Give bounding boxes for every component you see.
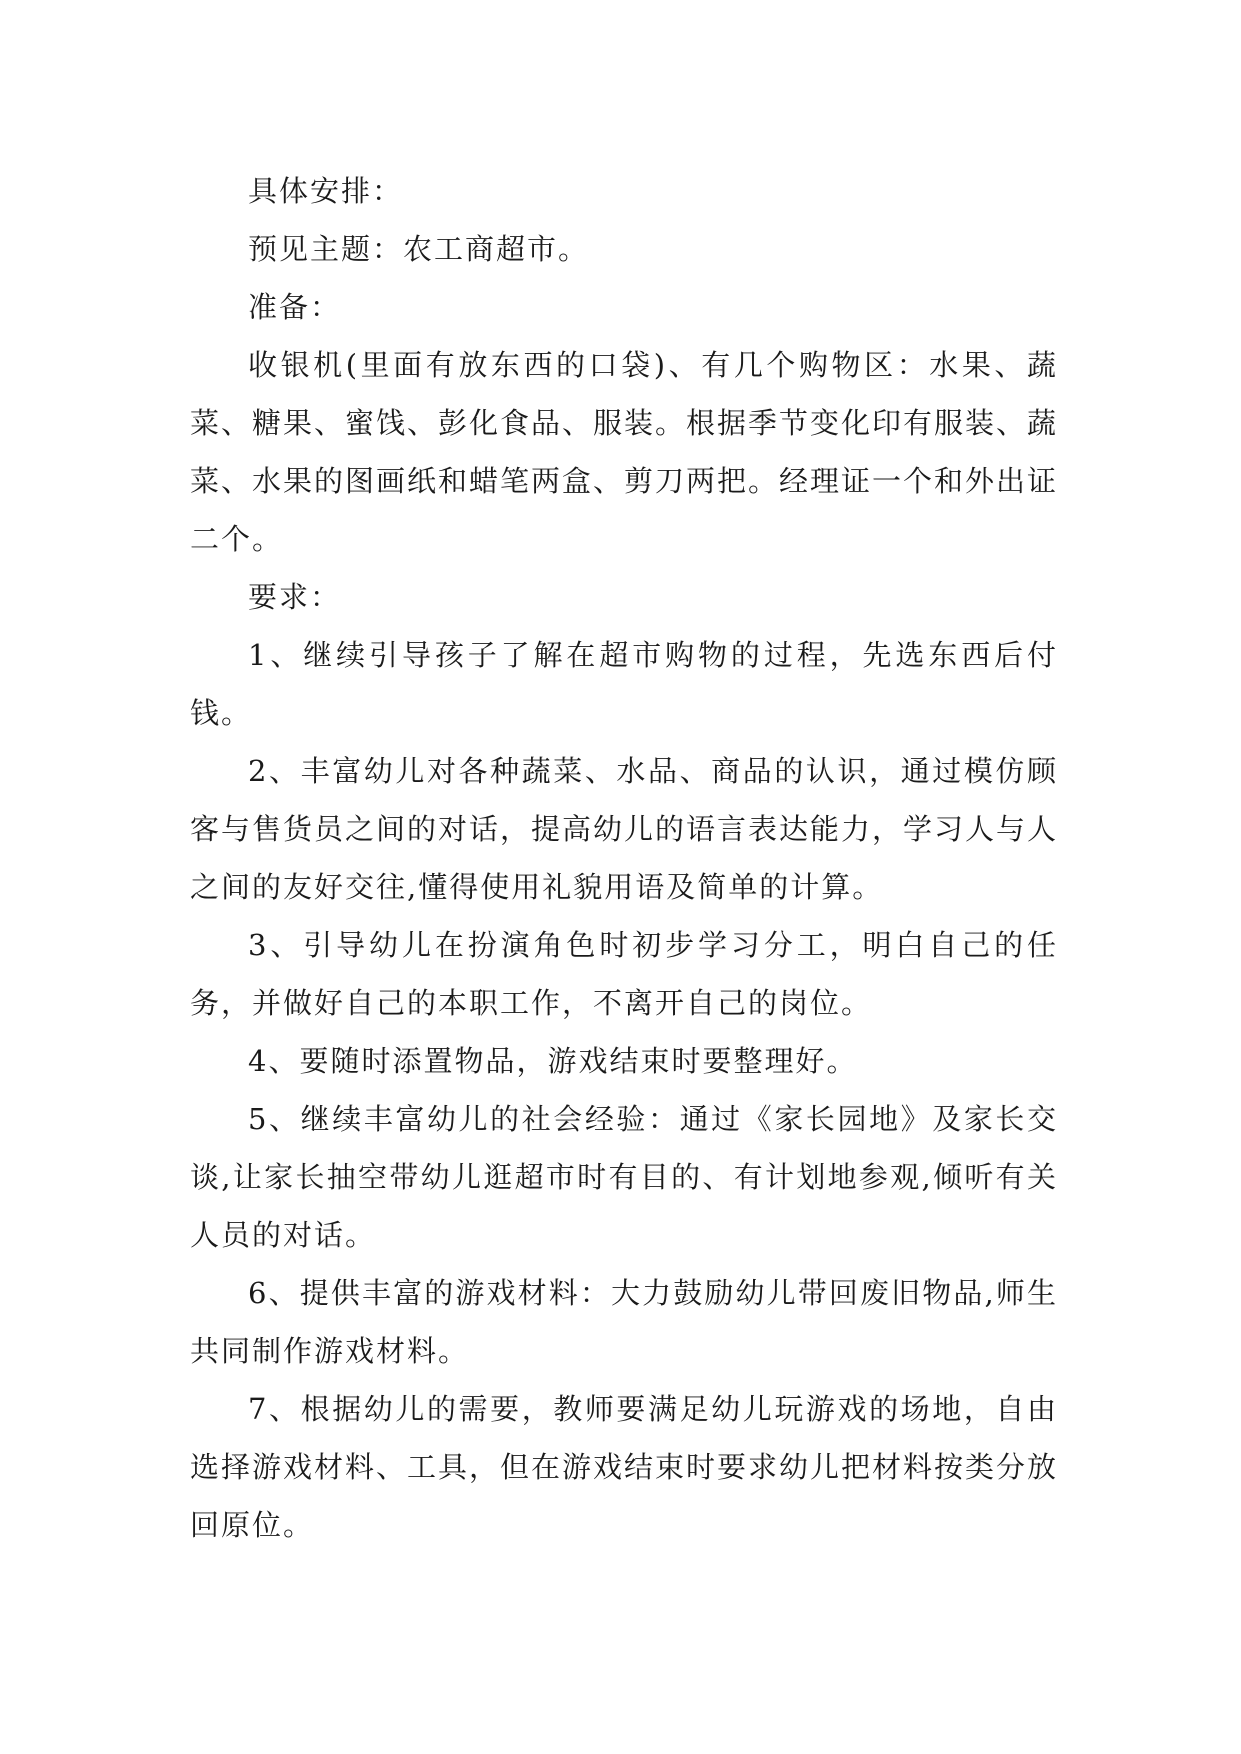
paragraph-heading-requirements: 要求： <box>248 580 342 614</box>
paragraph-requirement-3: 3、引导幼儿在扮演角色时初步学习分工，明白自己的任务，并做好自己的本职工作，不离开自己的岗位。 <box>190 928 1058 1020</box>
paragraph-requirement-1: 1、继续引导孩子了解在超市购物的过程，先选东西后付钱。 <box>190 638 1058 730</box>
paragraph-materials: 收银机(里面有放东西的口袋)、有几个购物区：水果、蔬菜、糖果、蜜饯、彭化食品、服装。根据季节变化印有服装、蔬菜、水果的图画纸和蜡笔两盒、剪刀两把。经理证一个和外出证二个。 <box>190 348 1059 556</box>
document-body <box>190 162 1058 1554</box>
paragraph-requirement-4: 4、要随时添置物品，游戏结束时要整理好。 <box>248 1044 858 1078</box>
paragraph-heading-arrangement: 具体安排： <box>248 174 404 208</box>
paragraph-requirement-6: 6、提供丰富的游戏材料：大力鼓励幼儿带回废旧物品,师生共同制作游戏材料。 <box>190 1276 1058 1368</box>
paragraph-theme: 预见主题：农工商超市。 <box>248 232 590 266</box>
paragraph-requirement-7: 7、根据幼儿的需要，教师要满足幼儿玩游戏的场地，自由选择游戏材料、工具，但在游戏结束时要求幼儿把材料按类分放回原位。 <box>190 1392 1059 1542</box>
paragraph-requirement-2: 2、丰富幼儿对各种蔬菜、水品、商品的认识，通过模仿顾客与售货员之间的对话，提高幼儿的语言表达能力，学习人与人之间的友好交往,懂得使用礼貌用语及简单的计算。 <box>190 754 1059 904</box>
paragraph-heading-preparation: 准备： <box>248 290 342 324</box>
paragraph-requirement-5: 5、继续丰富幼儿的社会经验：通过《家长园地》及家长交谈,让家长抽空带幼儿逛超市时有目的、有计划地参观,倾听有关人员的对话。 <box>190 1102 1058 1252</box>
